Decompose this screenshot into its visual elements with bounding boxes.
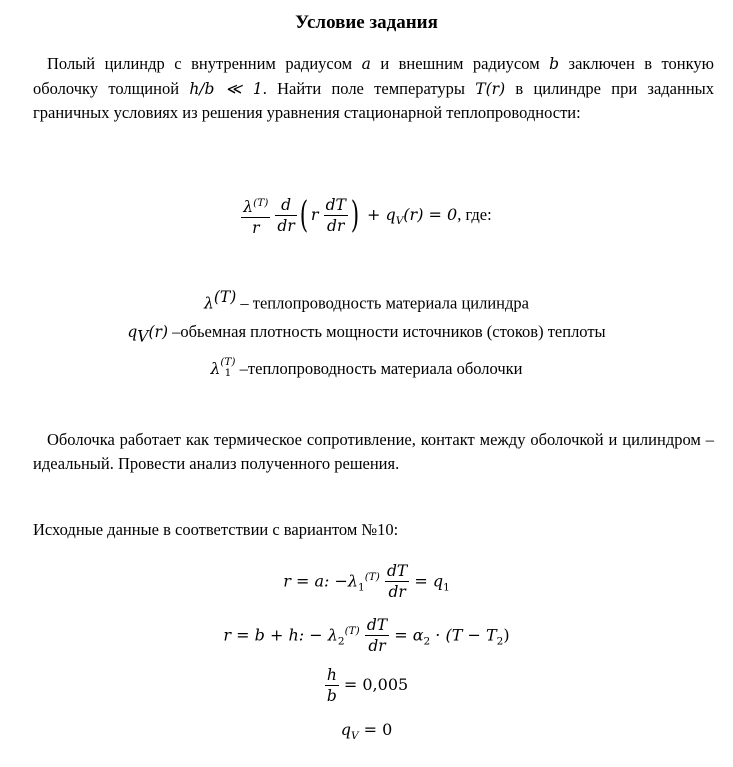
def-text: – теплопроводность материала цилиндра bbox=[236, 293, 529, 313]
intro-text-1: Полый цилиндр с внутренним радиусом bbox=[47, 54, 362, 73]
c2-rsub: 2 bbox=[423, 635, 431, 648]
c2-den: dr bbox=[368, 637, 386, 656]
def-sub: V bbox=[137, 327, 149, 346]
dr-denominator-2: dr bbox=[327, 217, 345, 235]
condition-h-b bbox=[0, 663, 733, 707]
c3-right: = 0,005 bbox=[338, 675, 409, 694]
page-title: Условие задания bbox=[295, 12, 438, 33]
c1-rsub: 1 bbox=[443, 581, 450, 594]
var-hb: h/b ≪ 1 bbox=[189, 79, 263, 98]
var-b: b bbox=[549, 55, 560, 73]
r-denominator: r bbox=[252, 219, 260, 238]
c1-den: dr bbox=[388, 583, 406, 602]
c1-sub: 1 bbox=[358, 581, 365, 594]
intro-text-2: и внешним радиусом bbox=[370, 54, 550, 73]
c2-left: r = b + h: − λ bbox=[223, 625, 338, 645]
c2-right: = α bbox=[389, 625, 424, 645]
definition-lambda bbox=[0, 285, 733, 316]
condition-qv bbox=[0, 716, 733, 750]
intro-text-3: заключен в тонкую оболочку толщиной bbox=[33, 54, 714, 98]
def-symbol: λ bbox=[210, 360, 221, 378]
def-sub: 1 bbox=[224, 367, 232, 380]
plus-q: + q bbox=[366, 205, 396, 224]
condition-r-bh bbox=[0, 609, 733, 664]
c2-tsub: 2 bbox=[496, 635, 504, 648]
var-a: a bbox=[361, 55, 371, 73]
c3-den: b bbox=[326, 687, 337, 705]
c2-num: dT bbox=[366, 616, 388, 635]
c1-num: dT bbox=[387, 562, 408, 581]
left-paren: ( bbox=[299, 194, 309, 236]
equation-suffix: , где: bbox=[457, 205, 492, 224]
c3-num: h bbox=[326, 666, 337, 684]
def-rest: (r) bbox=[148, 323, 168, 341]
lambda-symbol: λ bbox=[243, 198, 254, 217]
intro-paragraph bbox=[33, 52, 714, 125]
r-inner: r bbox=[310, 205, 319, 224]
right-paren: ) bbox=[350, 194, 360, 236]
definition-qv bbox=[0, 320, 733, 348]
h-over-b-fraction bbox=[325, 665, 339, 706]
q-arg: (r) = 0 bbox=[403, 205, 458, 224]
initial-data-label: Исходные данные в соответствии с вариантом №10: bbox=[33, 520, 399, 539]
lambda-over-r-fraction bbox=[241, 193, 270, 238]
q-sub: V bbox=[395, 215, 404, 228]
c1-left: r = a: −λ bbox=[283, 571, 359, 591]
shell-paragraph: Оболочка работает как термическое сопротивление, контакт между оболочкой и цилиндром – идеальный. Провести анализ полученного решения. bbox=[33, 430, 714, 473]
dr-denominator: dr bbox=[277, 217, 295, 235]
d-over-dr-fraction bbox=[275, 195, 296, 236]
def-text: –обьемная плотность мощности источников (стоков) теплоты bbox=[168, 322, 606, 341]
condition-r-a bbox=[0, 555, 733, 610]
dT-over-dr-fraction bbox=[324, 195, 348, 236]
c1-fraction bbox=[385, 561, 409, 602]
main-equation bbox=[0, 190, 733, 246]
c2-sub: 2 bbox=[337, 635, 345, 648]
c4-sub: V bbox=[350, 730, 359, 743]
def-symbol: λ bbox=[204, 294, 214, 313]
def-text: –теплопроводность материала оболочки bbox=[235, 359, 523, 378]
definition-lambda1 bbox=[0, 357, 733, 381]
lambda-sup: (T) bbox=[253, 196, 269, 209]
c2-sup: (T) bbox=[344, 625, 360, 637]
c1-right: = q bbox=[409, 571, 444, 591]
def-sup: (T) bbox=[220, 356, 236, 369]
d-numerator: d bbox=[275, 195, 296, 216]
def-sup: (T) bbox=[213, 288, 237, 306]
dT-numerator: dT bbox=[325, 196, 346, 214]
var-Tr: T(r) bbox=[475, 79, 506, 98]
def-symbol: q bbox=[127, 323, 138, 341]
c4-right: = 0 bbox=[358, 720, 393, 739]
c2-close: ) bbox=[503, 625, 510, 645]
intro-text-5: в цилиндре при заданных граничных условиях из решения уравнения стационарной теплопроводности: bbox=[33, 78, 714, 122]
c4-left: q bbox=[340, 720, 351, 739]
c2-tail: · (T − T bbox=[430, 625, 497, 645]
intro-text-4: . Найти поле температуры bbox=[262, 78, 476, 98]
c1-sup: (T) bbox=[364, 571, 380, 583]
c2-fraction bbox=[365, 615, 389, 656]
